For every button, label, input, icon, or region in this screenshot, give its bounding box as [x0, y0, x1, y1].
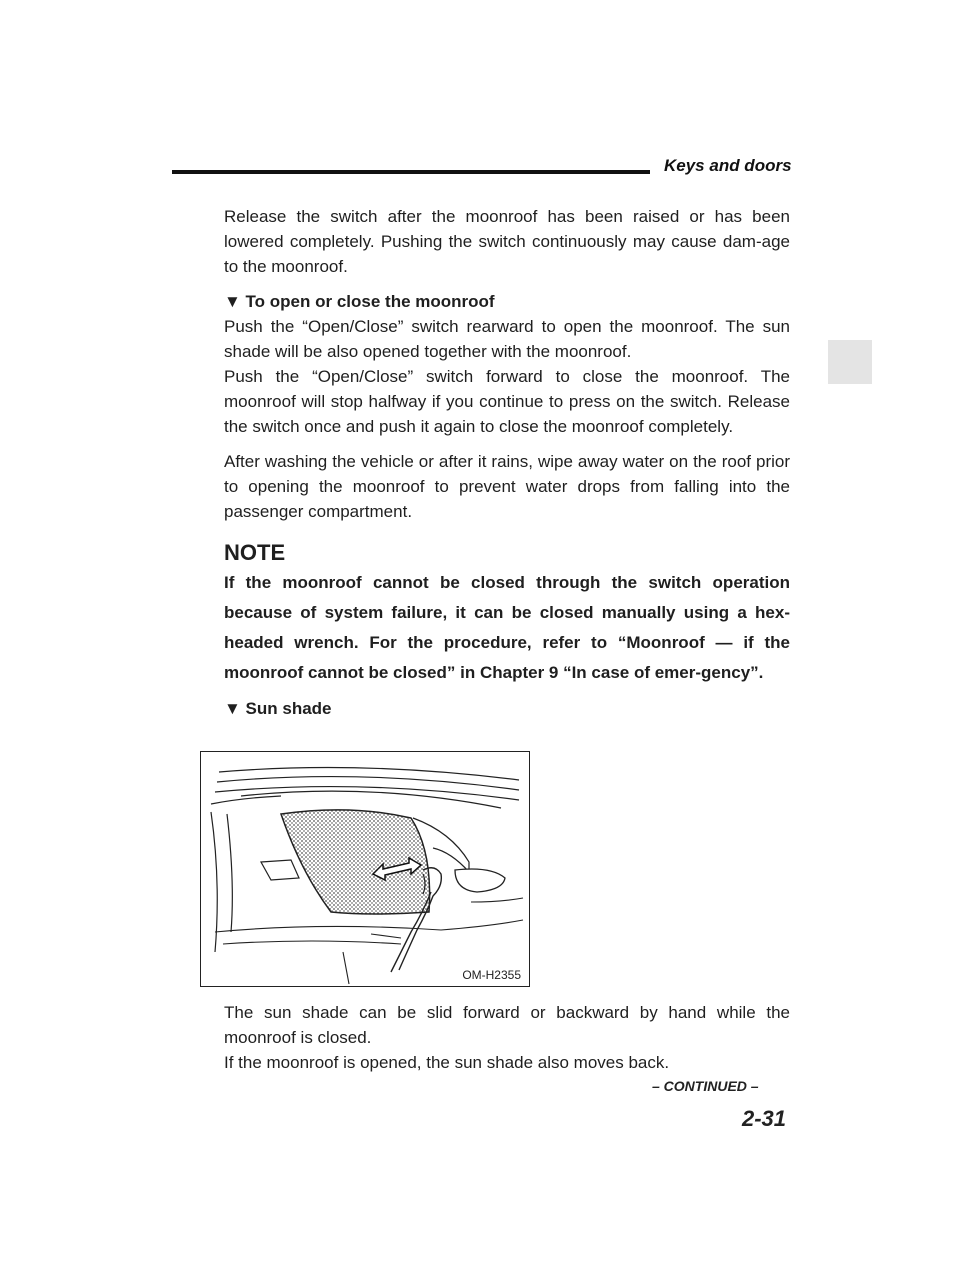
continued-label: – CONTINUED –: [652, 1078, 759, 1094]
note-title: NOTE: [224, 540, 286, 565]
subheading-open-close: ▼ To open or close the moonroof: [224, 292, 495, 311]
main-content: [224, 204, 790, 721]
paragraph: After washing the vehicle or after it rains, wipe away water on the roof prior to opening the moonroof to prevent water drops from falling into the passenger compartment.: [224, 452, 790, 521]
paragraph: Push the “Open/Close” switch rearward to open the moonroof. The sun shade will be also opened together with the moonroof.: [224, 317, 790, 361]
sun-shade-illustration: [200, 751, 530, 987]
subheading-sun-shade: ▼ Sun shade: [224, 699, 332, 718]
chapter-tab: [828, 340, 872, 384]
paragraph: Release the switch after the moonroof has been raised or has been lowered completely. Pushing the switch continuously may cause dam-age to the moonroof.: [224, 207, 790, 276]
header-rule: [172, 170, 650, 174]
sun-shade-drawing: [201, 752, 531, 988]
paragraph: Push the “Open/Close” switch forward to close the moonroof. The moonroof will stop halfway if you continue to press on the switch. Release the switch once and push it again to close the moonroof completely.: [224, 367, 790, 436]
sun-shade-content: [224, 1000, 790, 1075]
page-number: 2-31: [742, 1106, 787, 1131]
section-title: Keys and doors: [664, 156, 792, 175]
note-body: If the moonroof cannot be closed through the switch operation because of system failure, it can be closed manually using a hex-headed wrench. For the procedure, refer to “Moonroof — if the moonroof cannot be closed” in Chapter 9 “In case of emer-gency”.: [224, 573, 790, 682]
paragraph: If the moonroof is opened, the sun shade also moves back.: [224, 1053, 670, 1072]
paragraph: The sun shade can be slid forward or backward by hand while the moonroof is closed.: [224, 1003, 790, 1047]
figure-code: OM-H2355: [462, 968, 521, 982]
